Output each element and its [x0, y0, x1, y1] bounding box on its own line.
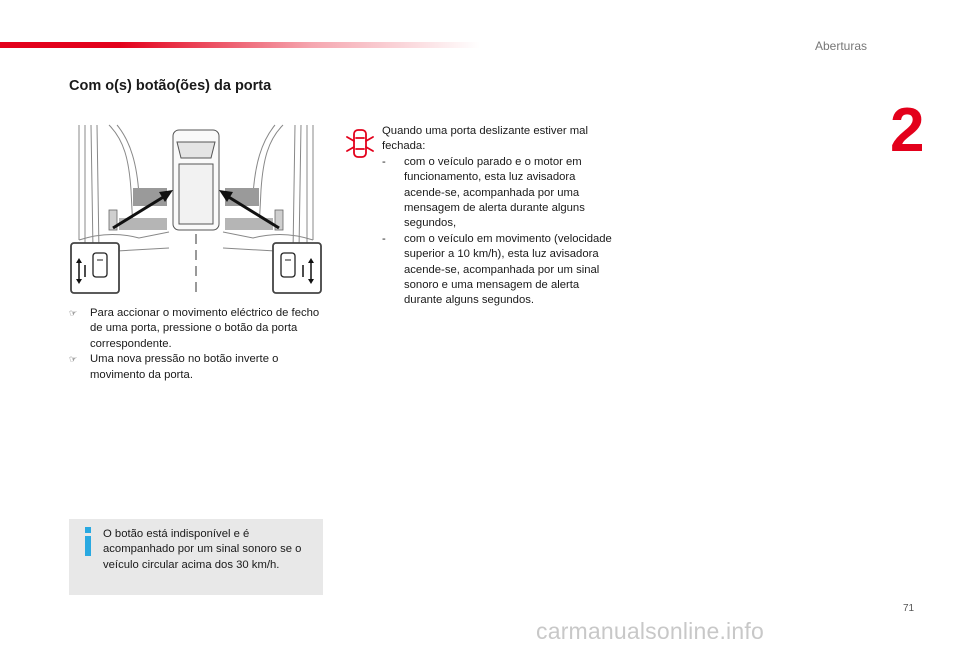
dash-marker: -	[382, 232, 386, 245]
door-button-icon-left	[71, 243, 119, 293]
list-item	[69, 352, 329, 383]
warning-text-block	[382, 124, 614, 309]
info-box	[69, 519, 323, 595]
section-title: Aberturas	[815, 39, 868, 53]
door-button-illustration	[69, 120, 323, 295]
warning-intro: Quando uma porta deslizante estiver mal fechada:	[382, 125, 588, 153]
info-icon	[81, 527, 95, 557]
instruction-list	[69, 306, 329, 383]
page-number: 71	[903, 603, 915, 614]
chapter-number: 2	[890, 96, 925, 165]
bullet-marker: ☞	[69, 354, 78, 365]
dash-marker: -	[382, 155, 386, 168]
instruction-text: Uma nova pressão no botão inverte o movimento da porta.	[90, 353, 279, 381]
info-text: O botão está indisponível e é acompanhado por um sinal sonoro se o veículo circular acima dos 30 km/h.	[103, 528, 302, 571]
list-item	[382, 232, 614, 309]
bullet-marker: ☞	[69, 308, 78, 318]
open-door-warning-icon	[345, 127, 375, 161]
list-item	[382, 155, 614, 232]
warning-item-text: com o veículo parado e o motor em funcionamento, esta luz avisadora acende-se, acompanhada por uma mensagem de alerta durante alguns segundos,	[404, 155, 585, 230]
instruction-text: Para accionar o movimento eléctrico de fecho de uma porta, pressione o botão da porta correspondente.	[90, 307, 320, 350]
watermark-text: carmanualsonline.info	[536, 618, 764, 644]
door-button-icon-right	[273, 243, 321, 293]
header-accent-bar	[0, 42, 480, 48]
warning-item-text: com o veículo em movimento (velocidade superior a 10 km/h), esta luz avisadora acende-se, acompanhada por um sinal sonoro e uma mensagem de alerta durante alguns segundos.	[404, 232, 612, 307]
page-title: Com o(s) botão(ões) da porta	[69, 78, 272, 94]
list-item	[69, 306, 329, 352]
